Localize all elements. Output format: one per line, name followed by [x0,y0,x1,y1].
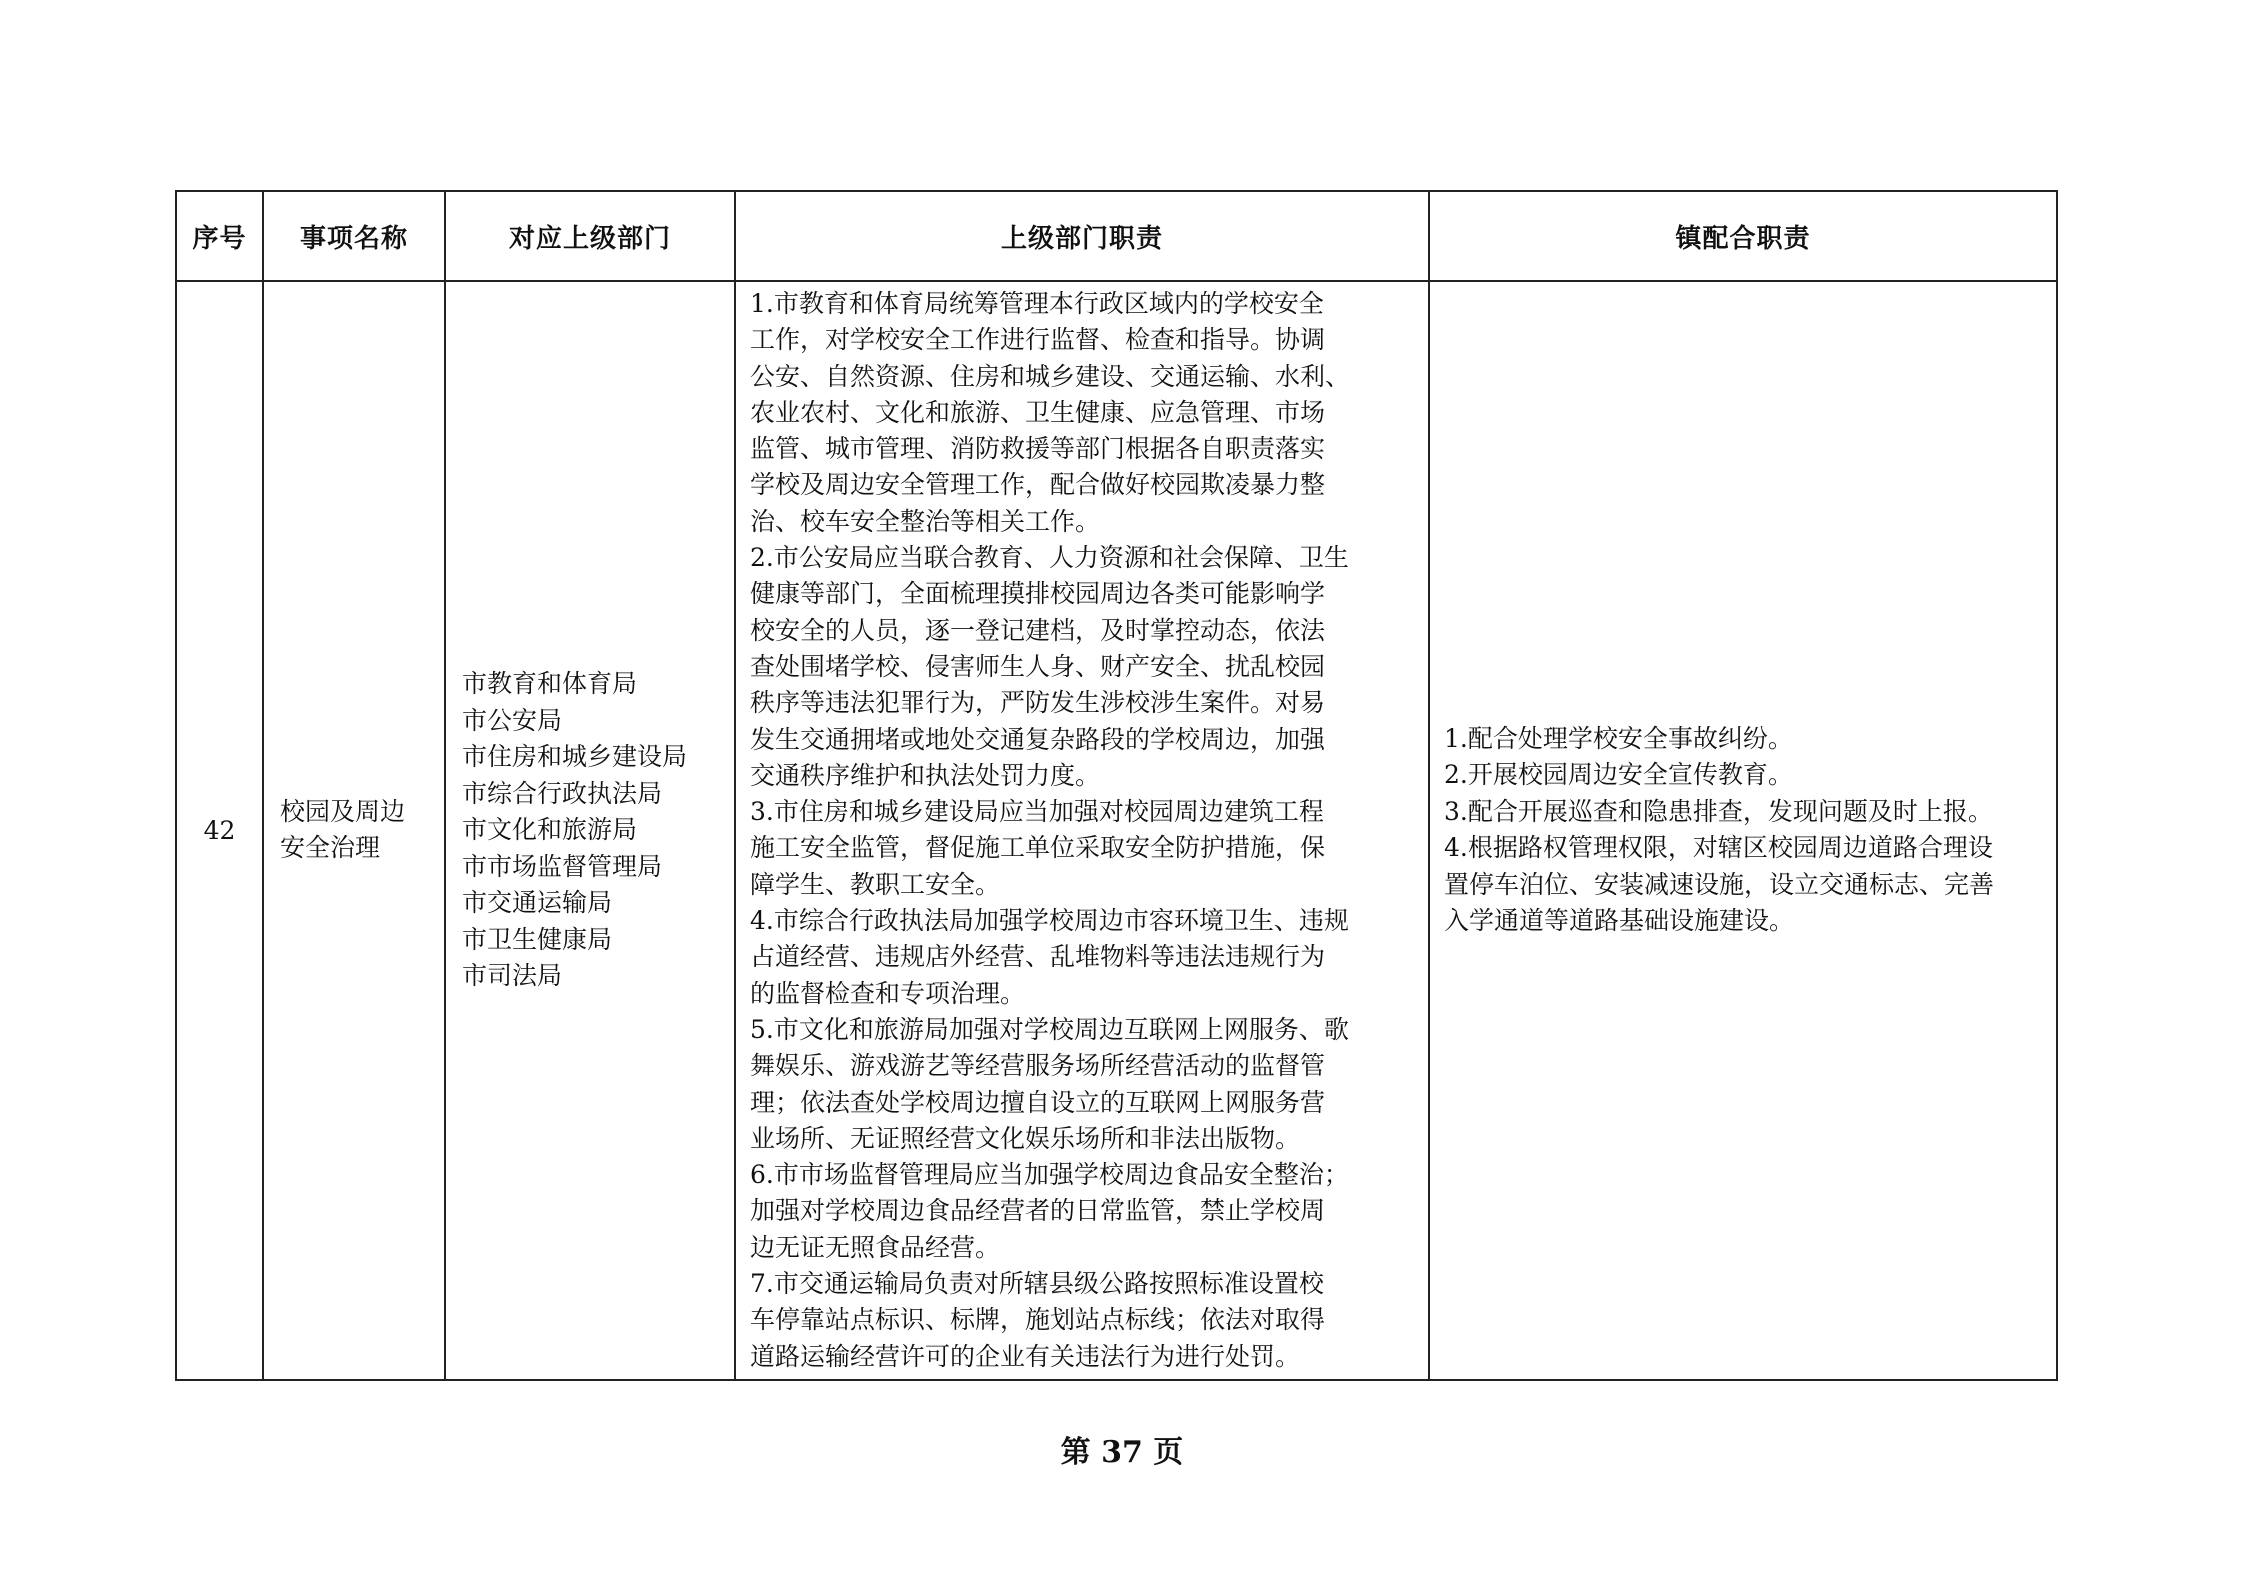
duty-line: 5.市文化和旅游局加强对学校周边互联网上网服务、歌 [750,1014,1349,1044]
duty-line: 工作，对学校安全工作进行监督、检查和指导。协调 [750,325,1326,355]
coop-duty-line: 1.配合处理学校安全事故纠纷。 [1444,723,1793,753]
duty-line: 道路运输经营许可的企业有关违法行为进行处罚。 [750,1341,1301,1371]
table-header [176,191,2057,281]
duty-line: 健康等部门，全面梳理摸排校园周边各类可能影响学 [750,579,1326,609]
coop-duty-line: 置停车泊位、安装减速设施，设立交通标志、完善 [1444,869,1995,899]
duty-line: 车停靠站点标识、标牌，施划站点标线；依法对取得 [750,1305,1326,1335]
duty-line: 加强对学校周边食品经营者的日常监管，禁止学校周 [750,1196,1326,1226]
page-number: 第 37 页 [1060,1435,1184,1470]
duty-line: 学校及周边安全管理工作，配合做好校园欺凌暴力整 [750,470,1326,500]
duty-line: 3.市住房和城乡建设局应当加强对校园周边建筑工程 [750,797,1324,827]
duty-line: 查处围堵学校、侵害师生人身、财产安全、扰乱校园 [750,651,1326,681]
row-index: 42 [176,281,263,1380]
duty-line: 理；依法查处学校周边擅自设立的互联网上网服务营 [750,1087,1326,1117]
row-town-coop-duties [1429,281,2057,1380]
item-name-line: 校园及周边 [280,797,406,827]
duty-line: 监管、城市管理、消防救援等部门根据各自职责落实 [750,434,1326,464]
coop-duty-line: 4.根据路权管理权限，对辖区校园周边道路合理设 [1444,833,1993,863]
duty-line: 4.市综合行政执法局加强学校周边市容环境卫生、违规 [750,906,1349,936]
department-item: 市文化和旅游局 [462,815,638,845]
row-departments [445,281,735,1380]
duty-line: 校安全的人员，逐一登记建档，及时掌控动态，依法 [750,615,1326,645]
duty-line: 秩序等违法犯罪行为，严防发生涉校涉生案件。对易 [750,688,1326,718]
coop-duty-line: 2.开展校园周边安全宣传教育。 [1444,760,1793,790]
duty-line: 的监督检查和专项治理。 [750,978,1026,1008]
department-item: 市市场监督管理局 [462,851,663,881]
duty-line: 舞娱乐、游戏游艺等经营服务场所经营活动的监督管 [750,1051,1326,1081]
coop-duty-line: 入学通道等道路基础设施建设。 [1444,906,1795,936]
duty-line: 障学生、教职工安全。 [750,869,1001,899]
header-town-coop-duty: 镇配合职责 [1429,191,2057,281]
duty-line: 治、校车安全整治等相关工作。 [750,506,1101,536]
row-item-name [263,281,445,1380]
duty-line: 交通秩序维护和执法处罚力度。 [750,760,1101,790]
duty-line: 发生交通拥堵或地处交通复杂路段的学校周边，加强 [750,724,1326,754]
header-superior-dept: 对应上级部门 [445,191,735,281]
header-index: 序号 [176,191,263,281]
department-item: 市公安局 [462,705,563,735]
department-item: 市教育和体育局 [462,669,638,699]
duty-line: 边无证无照食品经营。 [750,1232,1001,1262]
table-row [176,281,2057,1380]
duty-line: 施工安全监管，督促施工单位采取安全防护措施，保 [750,833,1326,863]
duty-line: 7.市交通运输局负责对所辖县级公路按照标准设置校 [750,1269,1324,1299]
header-superior-duty: 上级部门职责 [735,191,1429,281]
department-item: 市司法局 [462,961,563,991]
department-item: 市综合行政执法局 [462,778,663,808]
duty-line: 1.市教育和体育局统筹管理本行政区域内的学校安全 [750,289,1324,318]
duty-line: 占道经营、违规店外经营、乱堆物料等违法违规行为 [750,942,1326,972]
coop-duty-line: 3.配合开展巡查和隐患排查，发现问题及时上报。 [1444,796,1993,826]
duty-line: 2.市公安局应当联合教育、人力资源和社会保障、卫生 [750,543,1349,573]
header-item-name: 事项名称 [263,191,445,281]
responsibility-table [175,190,2058,1381]
department-item: 市卫生健康局 [462,924,613,954]
department-item: 市住房和城乡建设局 [462,742,688,772]
item-name-line: 安全治理 [280,833,381,863]
duty-line: 公安、自然资源、住房和城乡建设、交通运输、水利、 [750,361,1351,391]
department-item: 市交通运输局 [462,888,613,918]
duty-line: 6.市市场监督管理局应当加强学校周边食品安全整治； [750,1160,1349,1190]
duty-line: 农业农村、文化和旅游、卫生健康、应急管理、市场 [750,397,1326,427]
row-superior-duties [735,281,1429,1380]
duty-line: 业场所、无证照经营文化娱乐场所和非法出版物。 [750,1123,1301,1153]
